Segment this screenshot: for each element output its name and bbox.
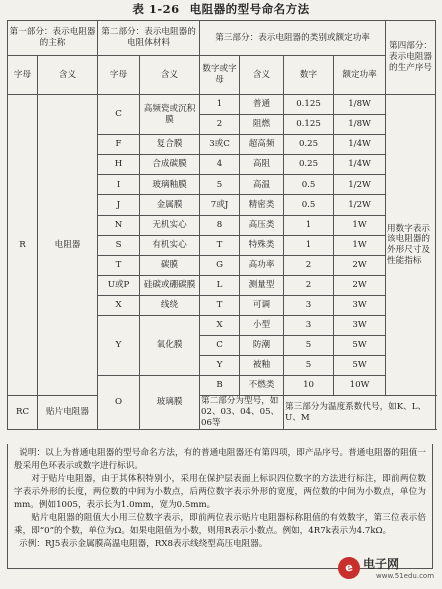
header-part1: 第一部分：表示电阻器的主称 xyxy=(8,21,98,56)
header-meaning-1: 含义 xyxy=(38,56,98,95)
material-meaning: 高频瓷或沉积膜 xyxy=(140,95,200,135)
material-meaning: 金属膜 xyxy=(140,195,200,215)
rated-power: 1/2W xyxy=(334,195,386,215)
note-paragraph: 示例：RJ5表示金属膜高温电阻器，RX8表示线绕型高压电阻器。 xyxy=(19,539,268,549)
notes-section xyxy=(7,444,433,569)
category-meaning: 高功率 xyxy=(240,255,284,275)
material-meaning: 复合膜 xyxy=(140,135,200,155)
category-code: L xyxy=(200,275,240,295)
category-code: C xyxy=(200,336,240,356)
category-code: X xyxy=(200,316,240,336)
material-meaning: 线绕 xyxy=(140,295,200,315)
rated-power: 2W xyxy=(334,255,386,275)
category-meaning: 超高频 xyxy=(240,135,284,155)
watermark-name: 电子网 xyxy=(363,557,400,571)
header-letter-2: 字母 xyxy=(98,56,140,95)
category-meaning: 小型 xyxy=(240,316,284,336)
header-meaning-3: 含义 xyxy=(240,56,284,95)
category-code: 1 xyxy=(200,95,240,115)
category-code: Y xyxy=(200,356,240,376)
category-meaning: 高阻 xyxy=(240,155,284,175)
material-letter: C xyxy=(98,95,140,135)
material-letter: X xyxy=(98,295,140,315)
material-letter: O xyxy=(98,376,140,429)
category-code: T xyxy=(200,235,240,255)
rated-power: 5W xyxy=(334,356,386,376)
rated-power: 10W xyxy=(334,376,386,396)
category-meaning: 精密类 xyxy=(240,195,284,215)
power-number: 3 xyxy=(284,316,334,336)
note-paragraph: 说明：以上为普通电阻器的型号命名方法，有的普通电阻器还有第四项，即产品序号。普通电阻器的阻值一般采用色环表示或数字进行标识。 xyxy=(14,448,426,471)
table-title xyxy=(0,1,442,17)
power-number: 1 xyxy=(284,215,334,235)
category-code: 2 xyxy=(200,115,240,135)
rated-power: 1/8W xyxy=(334,95,386,115)
watermark-logo-icon: e xyxy=(336,555,362,581)
header-rated-power: 额定功率 xyxy=(334,56,386,95)
rated-power: 2W xyxy=(334,275,386,295)
table-title-text: 电阻器的型号命名方法 xyxy=(189,2,310,16)
material-meaning: 氧化膜 xyxy=(140,316,200,376)
rated-power: 1/4W xyxy=(334,155,386,175)
material-letter: H xyxy=(98,155,140,175)
material-meaning: 硅碳或硼碳膜 xyxy=(140,275,200,295)
material-letter: U或P xyxy=(98,275,140,295)
rated-power: 1/4W xyxy=(334,135,386,155)
material-letter: T xyxy=(98,255,140,275)
category-code: 3或C xyxy=(200,135,240,155)
category-code: 4 xyxy=(200,155,240,175)
category-meaning: 阻燃 xyxy=(240,115,284,135)
watermark xyxy=(338,555,434,585)
material-meaning: 合成碳膜 xyxy=(140,155,200,175)
power-number: 10 xyxy=(284,376,334,396)
main-meaning: 电阻器 xyxy=(38,95,98,396)
power-number: 0.25 xyxy=(284,155,334,175)
material-meaning: 无机实心 xyxy=(140,215,200,235)
category-meaning: 被釉 xyxy=(240,356,284,376)
header-num-or-letter: 数字或字母 xyxy=(200,56,240,95)
header-part4: 第四部分：表示电阻器的生产序号 xyxy=(386,21,436,95)
category-meaning: 测量型 xyxy=(240,275,284,295)
category-meaning: 高压类 xyxy=(240,215,284,235)
category-code: G xyxy=(200,255,240,275)
category-code: 7或J xyxy=(200,195,240,215)
rated-power: 1W xyxy=(334,215,386,235)
rated-power: 1/8W xyxy=(334,115,386,135)
material-letter: I xyxy=(98,175,140,195)
power-number: 2 xyxy=(284,255,334,275)
rated-power: 3W xyxy=(334,316,386,336)
power-number: 2 xyxy=(284,275,334,295)
material-letter: F xyxy=(98,135,140,155)
category-meaning: 高温 xyxy=(240,175,284,195)
main-letter: R xyxy=(8,95,38,396)
table-row xyxy=(8,95,436,115)
header-number: 数字 xyxy=(284,56,334,95)
rated-power: 1/2W xyxy=(334,175,386,195)
power-number: 0.25 xyxy=(284,135,334,155)
power-number: 0.125 xyxy=(284,115,334,135)
power-number: 0.125 xyxy=(284,95,334,115)
rated-power: 3W xyxy=(334,295,386,315)
header-part2: 第二部分：表示电阻器的电阻体材料 xyxy=(98,21,200,56)
note-paragraph: 对于贴片电阻器，由于其体积特别小，采用在保护层表面上标识四位数字的方法进行标注，即前两位数字表示外形的长度，两位数的中间为小数点，后两位数字表示外形的宽度，两位数的中间为小数点，单位为mm。例如1005，表示长为1.0mm，宽为0.5mm。 xyxy=(14,474,426,510)
category-meaning: 普通 xyxy=(240,95,284,115)
material-letter: N xyxy=(98,215,140,235)
table-row-rc xyxy=(8,396,436,429)
power-number: 5 xyxy=(284,336,334,356)
material-meaning: 玻璃釉膜 xyxy=(140,175,200,195)
naming-table xyxy=(7,20,436,430)
part4-description: 用数字表示该电阻器的外形尺寸及性能指标 xyxy=(386,95,436,396)
category-code: 8 xyxy=(200,215,240,235)
category-meaning: 特殊类 xyxy=(240,235,284,255)
rc-letter: RC xyxy=(8,396,38,429)
rc-part3: 第三部分为温度系数代号，如K、L、U、M xyxy=(284,396,436,429)
rated-power: 5W xyxy=(334,336,386,356)
header-meaning-2: 含义 xyxy=(140,56,200,95)
note-paragraph: 贴片电阻器的阻值大小用三位数字表示，即前两位表示贴片电阻器标称阻值的有效数字，第三位表示倍乘，即“0”的个数，单位为Ω。如果电阻值为小数，则用R表示小数点。例如，4R7k表示为4.7kΩ。 xyxy=(14,513,426,536)
power-number: 1 xyxy=(284,235,334,255)
rc-meaning: 贴片电阻器 xyxy=(38,396,98,429)
material-meaning: 有机实心 xyxy=(140,235,200,255)
material-letter: J xyxy=(98,195,140,215)
table-number: 表 1-26 xyxy=(132,2,180,16)
power-number: 0.5 xyxy=(284,175,334,195)
rc-part2: 第二部分为型号，如02、03、04、05、06等 xyxy=(200,396,284,429)
header-letter-1: 字母 xyxy=(8,56,38,95)
power-number: 3 xyxy=(284,295,334,315)
material-letter: S xyxy=(98,235,140,255)
material-meaning: 碳膜 xyxy=(140,255,200,275)
power-number: 5 xyxy=(284,356,334,376)
category-meaning: 不燃类 xyxy=(240,376,284,396)
category-code: T xyxy=(200,295,240,315)
rated-power: 1W xyxy=(334,235,386,255)
category-meaning: 防潮 xyxy=(240,336,284,356)
watermark-url: www.51edu.com xyxy=(376,572,435,580)
category-code: B xyxy=(200,376,240,396)
material-letter: Y xyxy=(98,316,140,376)
power-number: 0.5 xyxy=(284,195,334,215)
material-meaning: 玻璃膜 xyxy=(140,376,200,429)
category-meaning: 可调 xyxy=(240,295,284,315)
header-part3: 第三部分：表示电阻器的类别或额定功率 xyxy=(200,21,386,56)
category-code: 5 xyxy=(200,175,240,195)
